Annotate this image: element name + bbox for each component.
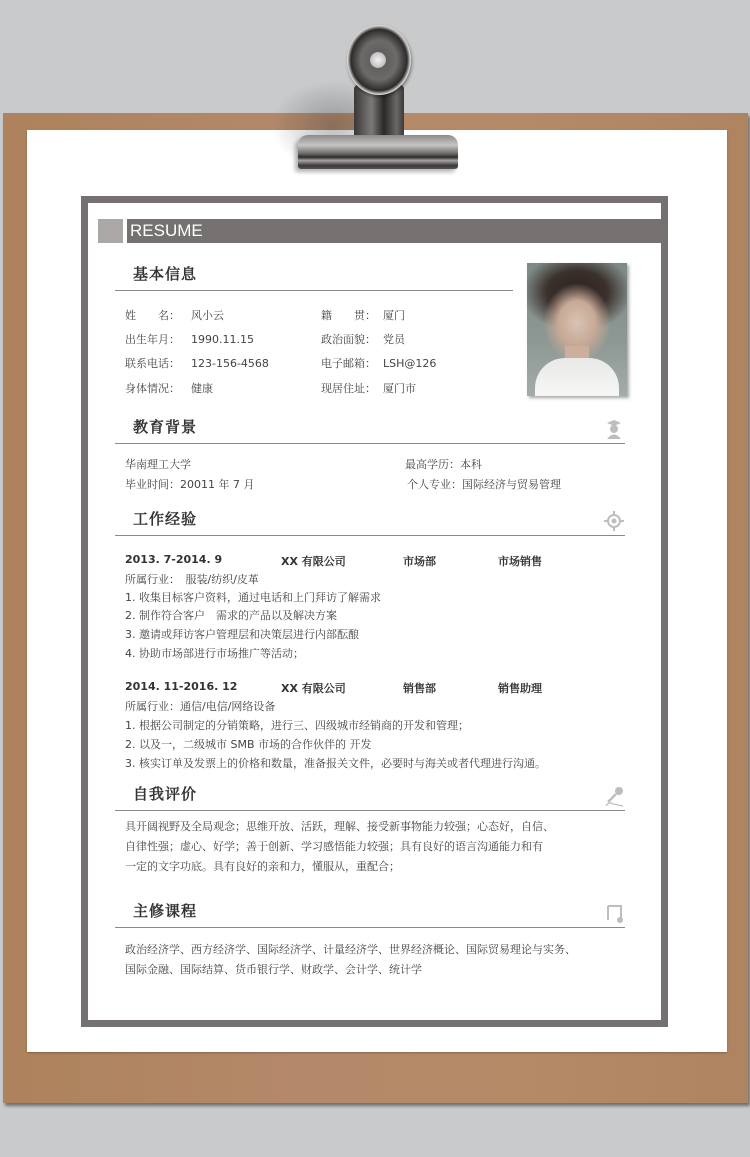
work-duty: 3. 邀请或拜访客户管理层和决策层进行内部酝酿 <box>125 628 359 641</box>
edu-major: 个人专业：国际经济与贸易管理 <box>407 478 561 491</box>
music-note-icon <box>603 902 625 924</box>
section-courses <box>115 900 625 928</box>
work-period: 2013. 7-2014. 9 <box>125 553 223 566</box>
title-accent-square <box>98 219 123 243</box>
section-heading: 工作经验 <box>133 510 198 528</box>
work-position: 市场销售 <box>498 555 542 568</box>
microphone-icon <box>603 785 625 807</box>
work-industry: 所属行业：通信/电信/网络设备 <box>125 700 276 713</box>
work-duty: 3. 核实订单及发票上的价格和数量，准备报关文件，必要时与海关或者代理进行沟通。 <box>125 757 546 770</box>
section-heading: 基本信息 <box>133 265 198 283</box>
info-political: 政治面貌： 党员 <box>321 333 405 346</box>
section-education <box>115 416 625 444</box>
work-duty: 1. 收集目标客户资料，通过电话和上门拜访了解需求 <box>125 591 381 604</box>
work-department: 市场部 <box>403 555 436 568</box>
work-company: XX 有限公司 <box>281 682 346 695</box>
section-self-evaluation <box>115 783 625 811</box>
self-evaluation-text: 具开阔视野及全局观念；思维开放、活跃，理解、接受新事物能力较强；心态好，自信、 自律性强；虚心、好学；善于创新、学习感悟能力较强；具有良好的语言沟通能力和有 一定的文字功底。具有良好的亲和力，懂服从，重配合； <box>125 820 554 873</box>
edu-graduation: 毕业时间：20011 年 7 月 <box>125 478 255 491</box>
crosshair-icon <box>603 510 625 532</box>
section-basic-info <box>115 263 513 291</box>
resume-title-bar <box>98 219 661 243</box>
work-duty: 4. 协助市场部进行市场推广等活动； <box>125 647 304 660</box>
info-health: 身体情况： 健康 <box>125 382 213 395</box>
work-duty: 2. 制作符合客户 需求的产品以及解决方案 <box>125 609 337 622</box>
edu-degree: 最高学历：本科 <box>405 458 482 471</box>
info-hometown: 籍 贯： 厦门 <box>321 309 405 322</box>
profile-photo <box>527 263 627 396</box>
section-heading: 教育背景 <box>133 418 198 436</box>
resume-title: RESUME <box>127 219 661 243</box>
courses-text: 政治经济学、西方经济学、国际经济学、计量经济学、世界经济概论、国际贸易理论与实务、 国际金融、国际结算、货币银行学、财政学、会计学、统计学 <box>125 943 576 976</box>
info-address: 现居住址： 厦门市 <box>321 382 416 395</box>
resume-frame <box>81 196 668 1027</box>
info-name: 姓 名： 风小云 <box>125 309 224 322</box>
info-birth: 出生年月： 1990.11.15 <box>125 333 254 346</box>
info-email: 电子邮箱： LSH@126 <box>321 357 437 370</box>
work-period: 2014. 11-2016. 12 <box>125 680 238 693</box>
edu-school: 华南理工大学 <box>125 458 191 471</box>
section-heading: 自我评价 <box>133 785 198 803</box>
section-heading: 主修课程 <box>133 902 198 920</box>
work-duty: 1. 根据公司制定的分销策略，进行三、四级城市经销商的开发和管理； <box>125 719 469 732</box>
work-company: XX 有限公司 <box>281 555 346 568</box>
work-duty: 2. 以及一，二级城市 SMB 市场的合作伙伴的 开发 <box>125 738 372 751</box>
binder-clip-base <box>298 135 458 169</box>
work-position: 销售助理 <box>498 682 542 695</box>
info-phone: 联系电话： 123-156-4568 <box>125 357 269 370</box>
work-department: 销售部 <box>403 682 436 695</box>
binder-clip-hole <box>370 52 386 68</box>
section-work <box>115 508 625 536</box>
graduate-icon <box>603 418 625 440</box>
work-industry: 所属行业： 服装/纺织/皮革 <box>125 573 259 586</box>
